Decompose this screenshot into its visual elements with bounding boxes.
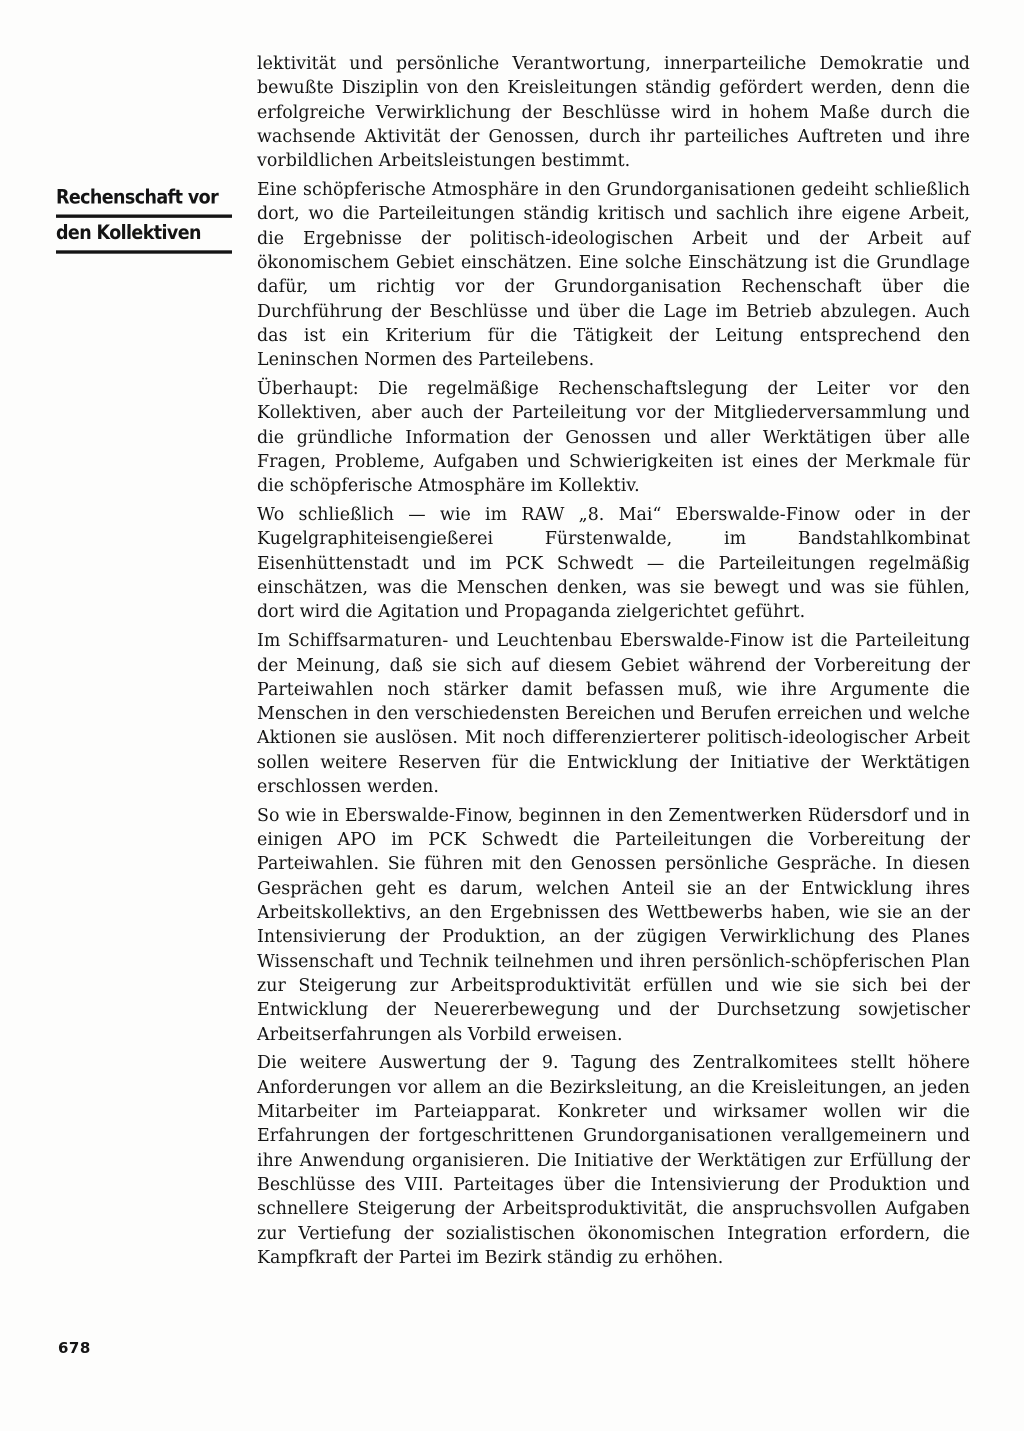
paragraph: Überhaupt: Die regelmäßige Rechenschaftslegung der Leiter vor den Kollektiven, aber auch der Parteileitung vor der Mitgliederversammlung und die gründliche Information der Genossen und aller Werktätigen über alle Fragen, Probleme, Aufgaben und Schwierigkeiten ist eines der Merkmale für die schöpferische Atmosphäre im Kollektiv. (257, 379, 970, 497)
paragraph: lektivität und persönliche Verantwortung, innerparteiliche Demokratie und bewußte Disziplin von den Kreisleitungen ständig gefördert werden, denn die erfolgreiche Verwirklichung der Beschlüsse wird in hohem Maße durch die wachsende Aktivität der Genossen, durch ihr parteiliches Auftreten und ihre vorbildlichen Arbeitsleistungen bestimmt. (257, 54, 970, 172)
margin-heading-line-1: Rechenschaft vor (56, 182, 232, 218)
page-number: 678 (58, 1339, 91, 1357)
margin-heading-line-2: den Kollektiven (56, 218, 232, 254)
paragraph: Im Schiffsarmaturen- und Leuchtenbau Eberswalde-Finow ist die Parteileitung der Meinung, daß sie sich auf diesem Gebiet während der Vorbereitung der Parteiwahlen noch stärker damit befassen muß, wie ihre Argumente die Menschen in den verschiedensten Bereichen und Berufen erreichen und welche Aktionen sie auslösen. Mit noch differenzierterer politisch-ideologischer Arbeit sollen weitere Reserven für die Entwicklung der Initiative der Werktätigen erschlossen werden. (257, 631, 970, 797)
paragraph: Die weitere Auswertung der 9. Tagung des Zentralkomitees stellt höhere Anforderungen vor allem an die Bezirksleitung, an die Kreisleitungen, an jeden Mitarbeiter im Parteiapparat. Konkreter und wirksamer wollen wir die Erfahrungen der fortgeschrittenen Grundorganisationen verallgemeinern und ihre Anwendung organisieren. Die Initiative der Werktätigen zur Erfüllung der Beschlüsse des VIII. Parteitages über die Intensivierung der Produktion und schnellere Steigerung der Arbeitsproduktivität, die anspruchsvollen Aufgaben zur Vertiefung der sozialistischen ökonomischen Integration erfordern, die Kampfkraft der Partei im Bezirk ständig zu erhöhen. (257, 1053, 970, 1268)
paragraph: Eine schöpferische Atmosphäre in den Grundorganisationen gedeiht schließlich dort, wo die Parteileitungen ständig kritisch und sachlich ihre eigene Arbeit, die Ergebnisse der politisch-ideologischen Arbeit und der Arbeit auf ökonomischem Gebiet einschätzen. Eine solche Einschätzung ist die Grundlage dafür, um richtig vor der Grundorganisation Rechenschaft über die Durchführung der Beschlüsse und über die Lage im Betrieb abzulegen. Auch das ist ein Kriterium für die Tätigkeit der Leitung entsprechend den Leninschen Normen des Parteilebens. (257, 180, 970, 371)
body-text (257, 52, 970, 1275)
paragraph: So wie in Eberswalde-Finow, beginnen in den Zementwerken Rüdersdorf und in einigen APO im PCK Schwedt die Parteileitungen die Vorbereitung der Parteiwahlen. Sie führen mit den Genossen persönliche Gespräche. In diesen Gesprächen geht es darum, welchen Anteil sie an der Entwicklung ihres Arbeitskollektivs, an den Ergebnissen des Wettbewerbs haben, wie sie an der Intensivierung der Produktion, an der zügigen Verwirklichung des Planes Wissenschaft und Technik teilnehmen und ihren persönlich-schöpferischen Plan zur Steigerung zur Arbeitsproduktivität erfüllen und wie sie sich bei der Entwicklung der Neuererbewegung und der Durchsetzung sowjetischer Arbeitserfahrungen als Vorbild erweisen. (257, 805, 970, 1045)
paragraph: Wo schließlich — wie im RAW „8. Mai“ Eberswalde-Finow oder in der Kugelgraphiteisengießerei Fürstenwalde, im Bandstahlkombinat Eisenhüttenstadt und im PCK Schwedt — die Parteileitungen regelmäßig einschätzen, was die Menschen denken, was sie bewegt und was sie fühlen, dort wird die Agitation und Propaganda zielgerichtet geführt. (257, 505, 970, 623)
margin-heading (56, 182, 232, 254)
